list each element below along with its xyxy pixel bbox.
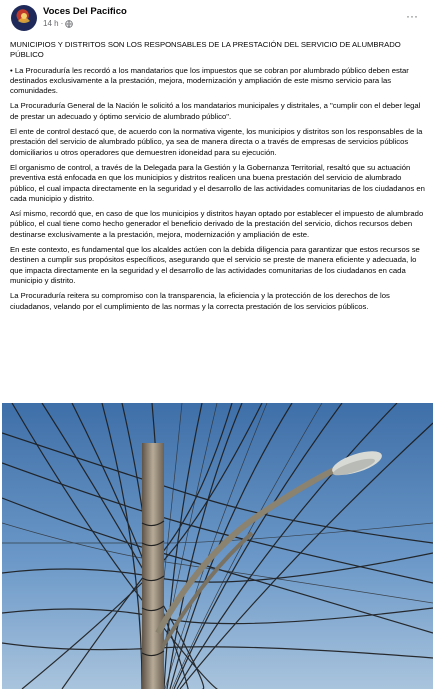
post-meta	[43, 19, 73, 28]
post-time[interactable]: 14 h	[43, 19, 59, 28]
post-paragraph: La Procuraduría General de la Nación le solicitó a los mandatarios municipales y distritales, a "cumplir con el deber legal de prestar un adecuado y óptimo servicio de alumbrado público".	[10, 101, 421, 121]
meta-separator: ·	[60, 19, 64, 28]
post-paragraph: La Procuraduría reitera su compromiso con la transparencia, la eficiencia y la protección de los derechos de los ciudadanos, velando por el cumplimiento de las normas y la correcta prestación de los servicios públicos.	[10, 291, 390, 311]
page-avatar[interactable]	[11, 5, 37, 31]
more-options-button[interactable]	[403, 9, 421, 23]
post-paragraph: En este contexto, es fundamental que los alcaldes actúen con la debida diligencia para garantizar que estos recursos se destinen a cumplir sus propósitos específicos, asegurando que el servicio se preste de manera eficiente y adecuada, lo que impacta directamente en la seguridad y el desarrollo de las actividades comunitarias de los ciudadanos en cada municipio y distrito.	[10, 245, 420, 285]
post-headline: MUNICIPIOS Y DISTRITOS SON LOS RESPONSABLES DE LA PRESTACIÓN DEL SERVICIO DE ALUMBRADO PÚBLICO	[10, 40, 401, 60]
post-header	[0, 0, 435, 36]
post-paragraph: Así mismo, recordó que, en caso de que los municipios y distritos hayan optado por establecer el impuesto de alumbrado público, el cual tiene como hecho generador el beneficio derivado de la prestación del servicio, dichos recursos deben destinarse exclusivamente a la prestación, mejora, modernización y ampliación de este.	[10, 209, 424, 239]
post-photo[interactable]	[2, 403, 433, 689]
street-light-photo	[2, 403, 433, 689]
post-paragraph: El ente de control destacó que, de acuerdo con la normativa vigente, los municipios y distritos son los responsables de la prestación del servicio de alumbrado público, ya sea de manera directa o a través de empresas de servicios públicos domiciliarios u otros operadores que demuestren idoneidad para su ejecución.	[10, 127, 423, 157]
more-options-icon: ···	[406, 9, 418, 23]
post-paragraph: • La Procuraduría les recordó a los mandatarios que los impuestos que se cobran por alumbrado público deben estar destinados exclusivamente a la prestación, mejora, modernización y ampliación de este mismo servicio para las comunidades.	[10, 65, 409, 96]
post-paragraph: El organismo de control, a través de la Delegada para la Gestión y la Gobernanza Territorial, resaltó que su actuación preventiva está enfocada en que los municipios y distritos realicen una buena prestación del servicio de alumbrado público, el cual impacta directamente en la seguridad y el desarrollo de las actividades comunitarias de los ciudadanos en cada municipio y distrito.	[10, 162, 425, 203]
globe-icon	[65, 20, 73, 28]
post-message	[10, 40, 425, 317]
page-name-link[interactable]: Voces Del Pacifico	[43, 6, 127, 17]
